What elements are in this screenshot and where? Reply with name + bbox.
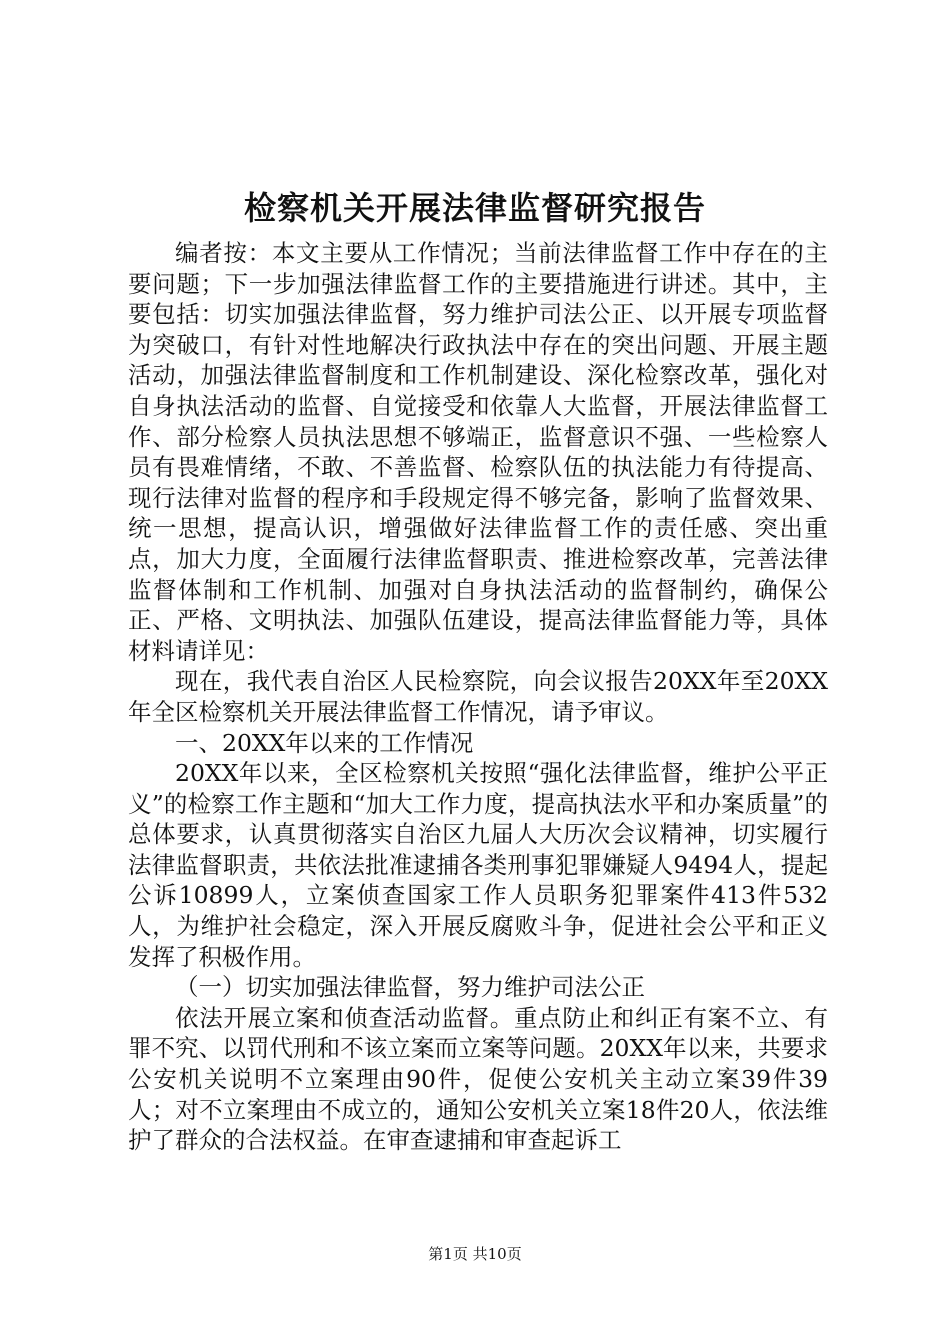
subsection-heading: （一）切实加强法律监督，努力维护司法公正 [175, 973, 645, 1002]
document-title: 检察机关开展法律监督研究报告 [243, 189, 706, 227]
document-body [128, 238, 828, 1156]
intro-paragraph: 现在，我代表自治区人民检察院，向会议报告20XX年至20XX年全区检察机关开展法律监督工作情况，请予审议。 [128, 667, 828, 726]
supervision-paragraph: 依法开展立案和侦查活动监督。重点防止和纠正有案不立、有罪不究、以罚代刑和不该立案而立案等问题。20XX年以来，共要求公安机关说明不立案理由90件，促使公安机关主动立案39件39人；对不立案理由不成立的，通知公安机关立案18件20人，依法维护了群众的合法权益。在审查逮捕和审查起诉工 [128, 1003, 828, 1155]
editor-note-paragraph: 编者按：本文主要从工作情况；当前法律监督工作中存在的主要问题；下一步加强法律监督工作的主要措施进行讲述。其中，主要包括：切实加强法律监督，努力维护司法公正、以开展专项监督为突破口，有针对性地解决行政执法中存在的突出问题、开展主题活动，加强法律监督制度和工作机制建设、深化检察改革，强化对自身执法活动的监督、自觉接受和依靠人大监督，开展法律监督工作、部分检察人员执法思想不够端正，监督意识不强、一些检察人员有畏难情绪，不敢、不善监督、检察队伍的执法能力有待提高、现行法律对监督的程序和手段规定得不够完备，影响了监督效果、统一思想，提高认识，增强做好法律监督工作的责任感、突出重点，加大力度，全面履行法律监督职责、推进检察改革，完善法律监督体制和工作机制、加强对自身执法活动的监督制约，确保公正、严格、文明执法、加强队伍建设，提高法律监督能力等，具体材料请详见： [128, 239, 828, 665]
section-heading: 一、20XX年以来的工作情况 [175, 728, 474, 757]
summary-paragraph: 20XX年以来，全区检察机关按照“强化法律监督，维护公平正义”的检察工作主题和“加大工作力度，提高执法水平和办案质量”的总体要求，认真贯彻落实自治区九届人大历次会议精神，切实履行法律监督职责，共依法批准逮捕各类刑事犯罪嫌疑人9494人，提起公诉10899人，立案侦查国家工作人员职务犯罪案件413件532人，为维护社会稳定，深入开展反腐败斗争，促进社会公平和正义发挥了积极作用。 [128, 759, 828, 971]
page-number-footer: 第1页 共10页 [428, 1245, 522, 1263]
